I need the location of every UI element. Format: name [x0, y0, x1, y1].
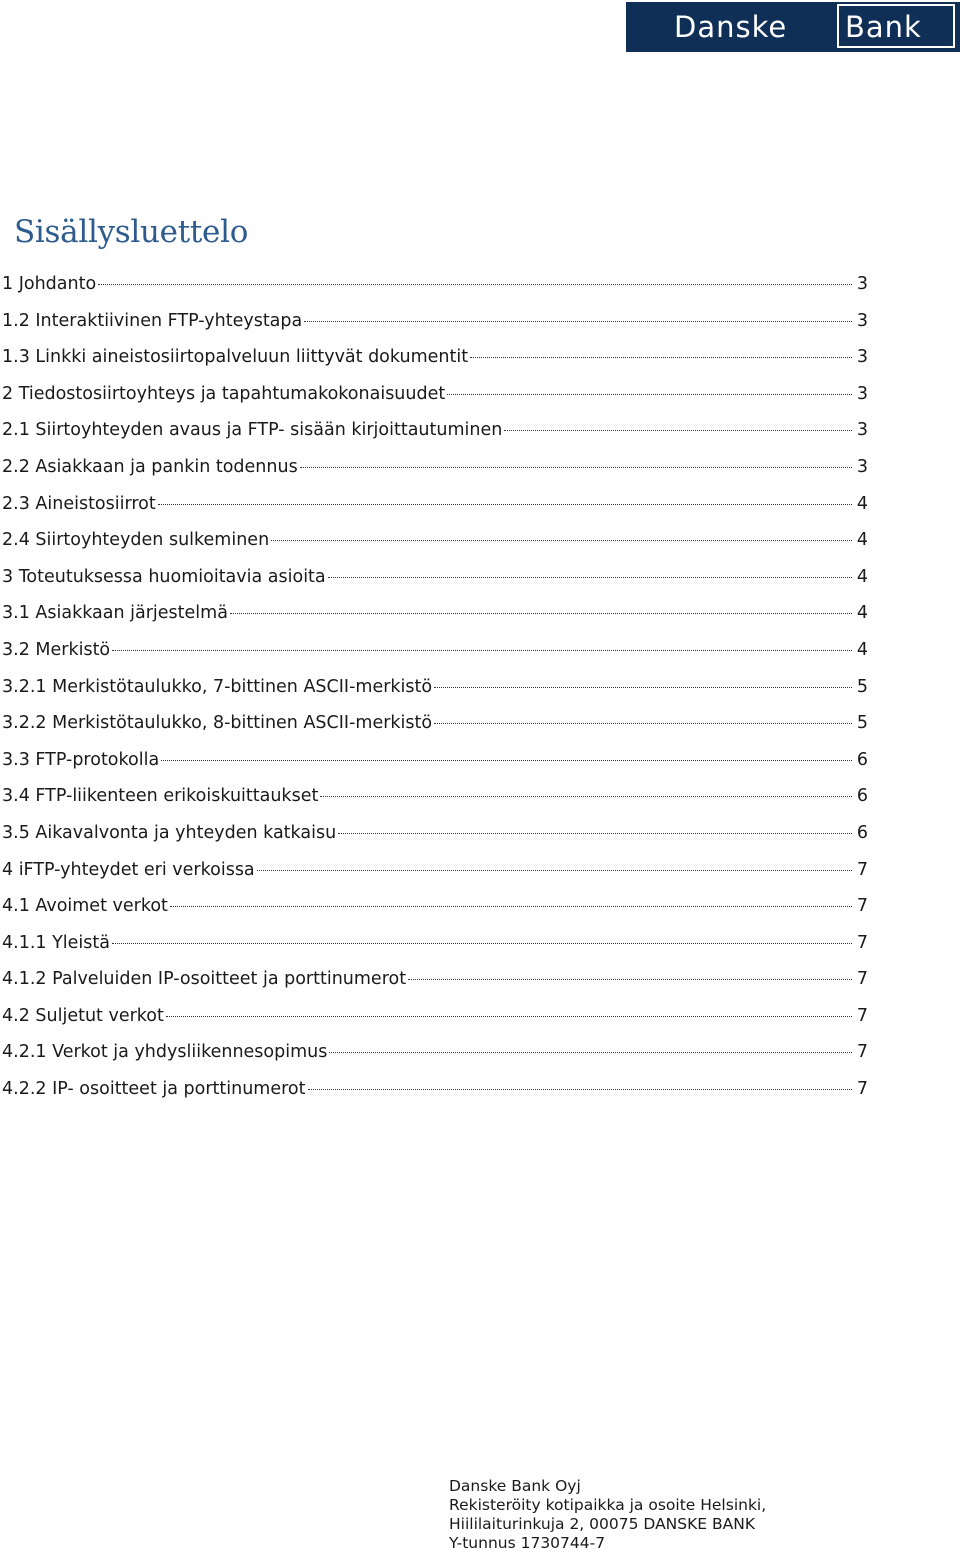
toc-entry[interactable] — [2, 925, 868, 962]
toc-dot-leader — [434, 687, 852, 688]
toc-entry[interactable] — [2, 961, 868, 998]
danske-bank-logo — [626, 2, 960, 52]
toc-entry[interactable] — [2, 888, 868, 925]
toc-entry[interactable] — [2, 852, 868, 889]
toc-entry-label: 2 Tiedostosiirtoyhteys ja tapahtumakokonaisuudet — [2, 383, 446, 404]
footer-company: Danske Bank Oyj — [449, 1477, 581, 1495]
footer — [449, 1477, 766, 1553]
toc-entry-label: 1.2 Interaktiivinen FTP-yhteystapa — [2, 310, 303, 331]
toc-entry-label: 2.2 Asiakkaan ja pankin todennus — [2, 456, 298, 477]
toc-entry-page: 4 — [856, 639, 868, 660]
toc-entry[interactable] — [2, 376, 868, 413]
toc-entry-label: 4 iFTP-yhteydet eri verkoissa — [2, 859, 255, 880]
toc-entry[interactable] — [2, 705, 868, 742]
toc-entry-label: 2.1 Siirtoyhteyden avaus ja FTP- sisään kirjoittautuminen — [2, 420, 503, 441]
toc-entry-label: 3.4 FTP-liikenteen erikoiskuittaukset — [2, 786, 319, 807]
toc-dot-leader — [98, 284, 852, 285]
toc-dot-leader — [271, 540, 852, 541]
footer-address: Hiililaiturinkuja 2, 00075 DANSKE BANK — [449, 1515, 755, 1533]
toc-entry-page: 6 — [856, 749, 868, 770]
logo-bank-box — [837, 4, 955, 48]
toc-entry-page: 3 — [856, 274, 868, 294]
toc-entry-page: 4 — [856, 530, 868, 551]
toc-entry-label: 4.2.1 Verkot ja yhdysliikennesopimus — [2, 1042, 328, 1063]
toc-entry-page: 3 — [856, 456, 868, 477]
toc-entry-label: 3.2.1 Merkistötaulukko, 7-bittinen ASCII-merkistö — [2, 676, 433, 697]
toc-entry-label: 1.3 Linkki aineistosiirtopalveluun liittyvät dokumentit — [2, 347, 469, 368]
toc-entry-page: 5 — [856, 713, 868, 734]
toc-entry-page: 3 — [856, 347, 868, 368]
toc-entry-label: 2.4 Siirtoyhteyden sulkeminen — [2, 530, 270, 551]
toc-entry[interactable] — [2, 559, 868, 596]
footer-business-id: Y-tunnus 1730744-7 — [449, 1534, 606, 1552]
toc-entry[interactable] — [2, 632, 868, 669]
toc-entry-page: 4 — [856, 566, 868, 587]
toc-entry[interactable] — [2, 595, 868, 632]
toc-dot-leader — [304, 321, 852, 322]
toc-entry-page: 3 — [856, 420, 868, 441]
toc-entry-label: 3.2 Merkistö — [2, 639, 111, 660]
toc-entry-label: 4.1.1 Yleistä — [2, 932, 110, 953]
logo-word-bank: Bank — [845, 10, 922, 44]
toc-entry-label: 4.2.2 IP- osoitteet ja porttinumerot — [2, 1079, 306, 1100]
toc-entry-page: 5 — [856, 676, 868, 697]
table-of-contents — [2, 266, 868, 1108]
toc-title: Sisällysluettelo — [14, 214, 249, 250]
toc-entry-page: 3 — [856, 310, 868, 331]
toc-dot-leader — [257, 870, 852, 871]
toc-dot-leader — [170, 906, 852, 907]
toc-entry-page: 4 — [856, 603, 868, 624]
toc-dot-leader — [328, 577, 852, 578]
toc-entry-page: 3 — [856, 383, 868, 404]
toc-entry[interactable] — [2, 486, 868, 523]
toc-dot-leader — [112, 943, 852, 944]
toc-entry[interactable] — [2, 778, 868, 815]
toc-dot-leader — [161, 760, 852, 761]
toc-entry[interactable] — [2, 412, 868, 449]
toc-entry[interactable] — [2, 522, 868, 559]
footer-registered: Rekisteröity kotipaikka ja osoite Helsinki, — [449, 1496, 767, 1514]
toc-entry-page: 7 — [856, 859, 868, 880]
toc-dot-leader — [308, 1089, 853, 1090]
toc-entry-page: 4 — [856, 493, 868, 514]
toc-entry-label: 3.5 Aikavalvonta ja yhteyden katkaisu — [2, 822, 337, 843]
toc-entry-label: 1 Johdanto — [2, 274, 97, 294]
toc-entry-label: 2.3 Aineistosiirrot — [2, 493, 156, 514]
toc-entry-label: 3.1 Asiakkaan järjestelmä — [2, 603, 228, 624]
toc-entry[interactable] — [2, 815, 868, 852]
toc-entry-page: 7 — [856, 969, 868, 990]
toc-entry[interactable] — [2, 1071, 868, 1108]
toc-entry-page: 7 — [856, 1005, 868, 1026]
toc-entry[interactable] — [2, 998, 868, 1035]
toc-dot-leader — [470, 357, 852, 358]
toc-entry[interactable] — [2, 339, 868, 376]
toc-entry[interactable] — [2, 449, 868, 486]
toc-entry-label: 3 Toteutuksessa huomioitavia asioita — [2, 566, 326, 587]
toc-entry-page: 6 — [856, 822, 868, 843]
toc-entry-label: 4.1 Avoimet verkot — [2, 896, 168, 917]
toc-entry[interactable] — [2, 669, 868, 706]
toc-dot-leader — [230, 613, 852, 614]
toc-entry-page: 7 — [856, 1079, 868, 1100]
toc-entry[interactable] — [2, 1034, 868, 1071]
toc-dot-leader — [504, 430, 852, 431]
toc-dot-leader — [447, 394, 852, 395]
toc-entry-page: 7 — [856, 896, 868, 917]
toc-entry[interactable] — [2, 266, 868, 303]
toc-entry-label: 4.1.2 Palveluiden IP-osoitteet ja porttinumerot — [2, 969, 407, 990]
logo-word-danske: Danske — [674, 10, 788, 44]
toc-dot-leader — [408, 979, 852, 980]
toc-entry-label: 4.2 Suljetut verkot — [2, 1005, 164, 1026]
toc-dot-leader — [320, 796, 852, 797]
toc-dot-leader — [166, 1016, 852, 1017]
toc-dot-leader — [434, 723, 852, 724]
toc-entry-label: 3.3 FTP-protokolla — [2, 749, 160, 770]
toc-dot-leader — [338, 833, 852, 834]
toc-dot-leader — [158, 504, 852, 505]
toc-entry-page: 7 — [856, 932, 868, 953]
toc-entry[interactable] — [2, 303, 868, 340]
toc-entry[interactable] — [2, 742, 868, 779]
toc-entry-label: 3.2.2 Merkistötaulukko, 8-bittinen ASCII-merkistö — [2, 713, 433, 734]
toc-dot-leader — [329, 1052, 852, 1053]
toc-dot-leader — [112, 650, 852, 651]
toc-entry-page: 7 — [856, 1042, 868, 1063]
toc-dot-leader — [300, 467, 852, 468]
toc-entry-page: 6 — [856, 786, 868, 807]
